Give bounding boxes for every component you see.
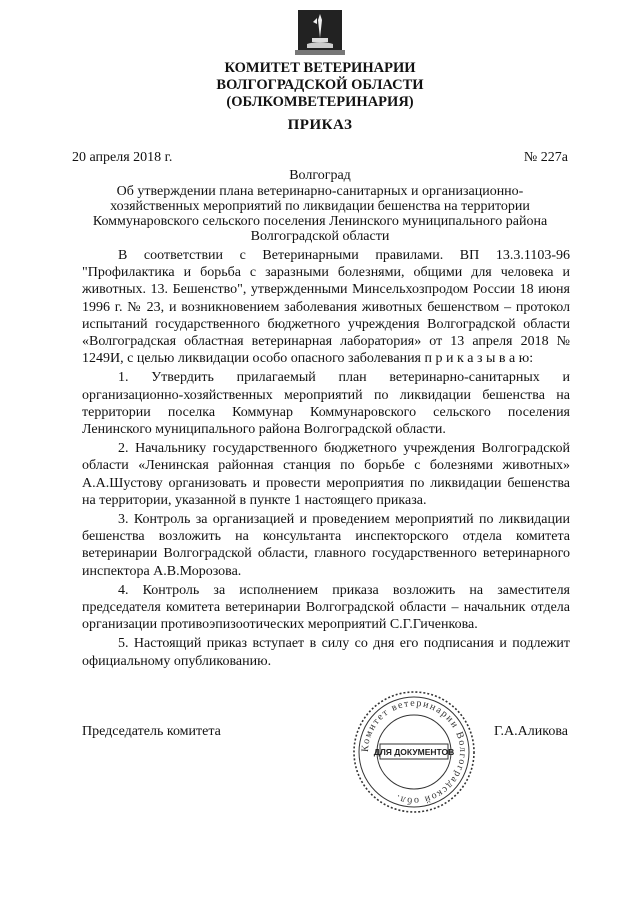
svg-text:Комитет ветеринарии Волгоградс: Комитет ветеринарии Волгоградской обл. — [359, 697, 469, 807]
stamp-center-text: ДЛЯ ДОКУМЕНТОВ — [373, 747, 455, 757]
round-seal-stamp — [350, 688, 478, 816]
order-city: Волгоград — [289, 168, 351, 183]
order-number: № 227а — [523, 150, 568, 165]
org-line-1: КОМИТЕТ ВЕТЕРИНАРИИ — [224, 60, 416, 76]
coat-of-arms-emblem — [295, 8, 345, 56]
clause-4: 4. Контроль за исполнением приказа возложить на заместителя председателя комитета ветеринарии Волгоградской области – начальник отдела организации противоэпизоотических мероприятий С.Г.Гиченкова. — [82, 582, 570, 633]
preamble-paragraph: В соответствии с Ветеринарными правилами. ВП 13.3.1103-96 "Профилактика и борьба с заразными болезнями, общими для человека и животных. 13. Бешенство", утвержденными Минсельхозпродом России 18 июня 1996 г. № 23, и возникновением заболевания животных бешенством – протокол испытаний государственного бюджетного учреждения Волгоградской области «Волгоградская областная ветеринарная лаборатория» от 13 апреля 2018 № 1249И, с целью ликвидации особо опасного заболевания п р и к а з ы в а ю: — [82, 248, 570, 367]
org-line-2: ВОЛГОГРАДСКОЙ ОБЛАСТИ — [216, 77, 424, 93]
order-subject: Об утверждении плана ветеринарно-санитарных и организационно-хозяйственных мероприятий по ликвидации бешенства на территории Коммунаровского сельского поселения Ленинского муниципального района Волгоградской области — [92, 184, 548, 244]
organization-name — [0, 60, 640, 111]
signatory-position: Председатель комитета — [82, 724, 221, 739]
clause-5: 5. Настоящий приказ вступает в силу со дня его подписания и подлежит официальному опубликованию. — [82, 636, 570, 669]
document-type: ПРИКАЗ — [287, 117, 353, 133]
signatory-name: Г.А.Аликова — [494, 724, 568, 739]
order-date: 20 апреля 2018 г. — [72, 150, 173, 165]
clause-1: 1. Утвердить прилагаемый план ветеринарно-санитарных и организационно-хозяйственных мероприятий по ликвидации бешенства на территории поселка Коммунар Коммунаровского сельского поселения Ленинского муниципального района Волгоградской области. — [82, 370, 570, 438]
order-body — [82, 247, 570, 672]
clause-3: 3. Контроль за организацией и проведением мероприятий по ликвидации бешенства возложить на консультанта инспекторского отдела комитета ветеринарии Волгоградской области, главного государственного ветеринарного инспектора А.В.Морозова. — [82, 512, 570, 579]
org-line-3: (ОБЛКОМВЕТЕРИНАРИЯ) — [226, 94, 414, 110]
clause-2: 2. Начальнику государственного бюджетного учреждения Волгоградской области «Ленинская районная станция по борьбе с болезнями животных» А.А.Шустову организовать и провести мероприятия по ликвидации бешенства на территории, указанной в пункте 1 настоящего приказа. — [82, 441, 570, 508]
